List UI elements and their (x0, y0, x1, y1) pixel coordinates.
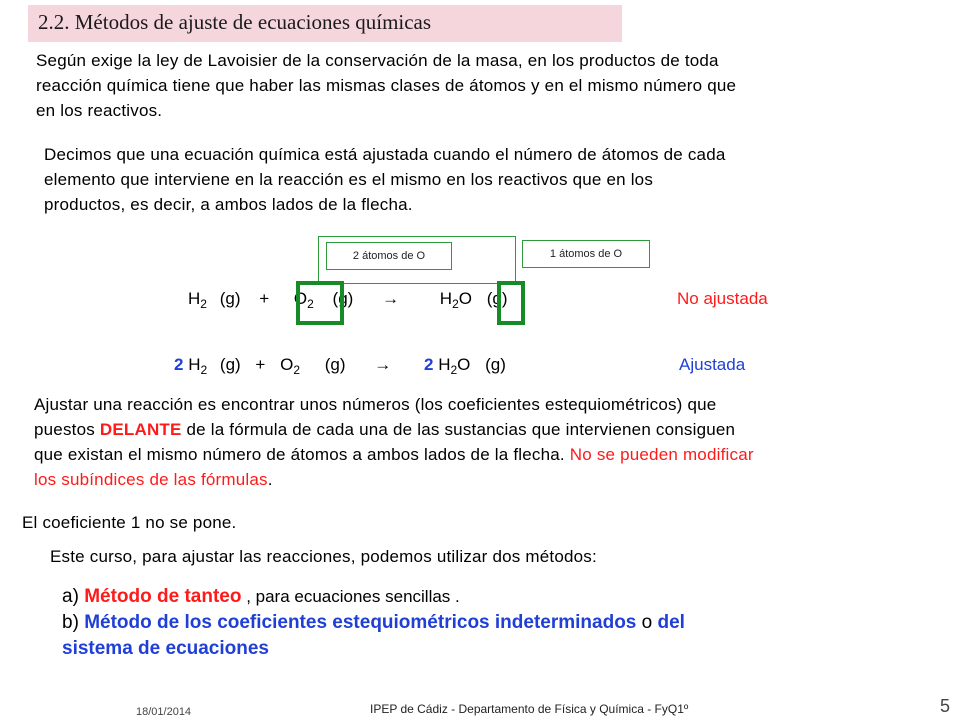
highlight-reactant-oxygen (293, 281, 344, 325)
reactant-h: $H_2$ (188, 355, 208, 377)
slide-title: 2.2. Métodos de ajuste de ecuaciones químicas (38, 10, 432, 34)
paragraph-adjust (34, 392, 754, 492)
method-b-cont: sistema de ecuaciones (62, 638, 269, 659)
method-a-name: Método de tanteo (84, 586, 242, 607)
paragraph-definition (44, 142, 726, 217)
footer-institution: IPEP de Cádiz - Departamento de Física y Química - FyQ1º (370, 702, 689, 716)
text-line: reacción química tiene que haber las mismas clases de átomos y en el mismo número que (36, 76, 737, 95)
warning-text: No se pueden modificar (569, 445, 754, 464)
text-line: elemento que interviene en la reacción es el mismo en los reactivos que en los (44, 170, 654, 189)
state: (g) (219, 355, 241, 374)
coefficient-note: El coeficiente 1 no se pone. (22, 513, 237, 532)
methods-list (62, 584, 685, 662)
coefficient: 2 (424, 355, 434, 374)
state: (g) (219, 289, 241, 308)
arrow: → (374, 355, 392, 374)
plus-sign: + (259, 289, 270, 308)
equation-balanced (174, 355, 506, 375)
method-b: b) Método de los coeficientes estequiométricos indeterminados o del (62, 612, 685, 633)
state: (g) (324, 355, 346, 374)
product-water: $H_2O$ (438, 355, 471, 377)
equation-unbalanced (188, 289, 508, 309)
text-line: Según exige la ley de Lavoisier de la conservación de la masa, en los productos de toda (36, 51, 719, 70)
status-balanced: Ajustada (679, 355, 746, 374)
state: (g) (332, 289, 354, 308)
reactant-o: $O_2$ (293, 289, 314, 311)
status-unbalanced: No ajustada (677, 289, 768, 308)
reactant-h: $H_2$ (188, 289, 207, 311)
text-line: en los reactivos. (36, 101, 163, 120)
text-line: Decimos que una ecuación química está ajustada cuando el número de átomos de cada (44, 145, 726, 164)
method-b-name: Método de los coeficientes estequiométricos indeterminados (84, 612, 637, 633)
reactant-o: $O_2$ (280, 355, 301, 377)
text-line: los subíndices de las fórmulas. (34, 470, 273, 489)
text-line: puestos DELANTE de la fórmula de cada una de las sustancias que intervienen consiguen (34, 420, 736, 439)
highlight-product-oxygen (497, 281, 525, 325)
emphasis-delante: DELANTE (99, 420, 182, 439)
label-two-oxygen: 2 átomos de O (326, 242, 452, 270)
plus-sign: + (255, 355, 266, 374)
product-water: $H_2O$ (439, 289, 472, 311)
warning-text: los subíndices de las fórmulas (34, 470, 268, 489)
state: (g) (485, 355, 506, 374)
text-line: que existan el mismo número de átomos a ambos lados de la flecha. No se pueden modificar (34, 445, 754, 464)
text-line: productos, es decir, a ambos lados de la flecha. (44, 195, 413, 214)
state: (g) (486, 289, 508, 308)
footer-date: 18/01/2014 (136, 706, 192, 718)
page-number: 5 (940, 696, 951, 716)
paragraph-lavoisier (36, 48, 736, 123)
arrow: → (382, 289, 400, 308)
method-a: a) Método de tanteo , para ecuaciones sencillas . (62, 586, 460, 607)
label-one-oxygen: 1 átomos de O (522, 240, 650, 268)
coefficient: 2 (174, 355, 184, 374)
text-line: Ajustar una reacción es encontrar unos números (los coeficientes estequiométricos) que (34, 395, 717, 414)
methods-intro: Este curso, para ajustar las reacciones, podemos utilizar dos métodos: (50, 547, 597, 566)
